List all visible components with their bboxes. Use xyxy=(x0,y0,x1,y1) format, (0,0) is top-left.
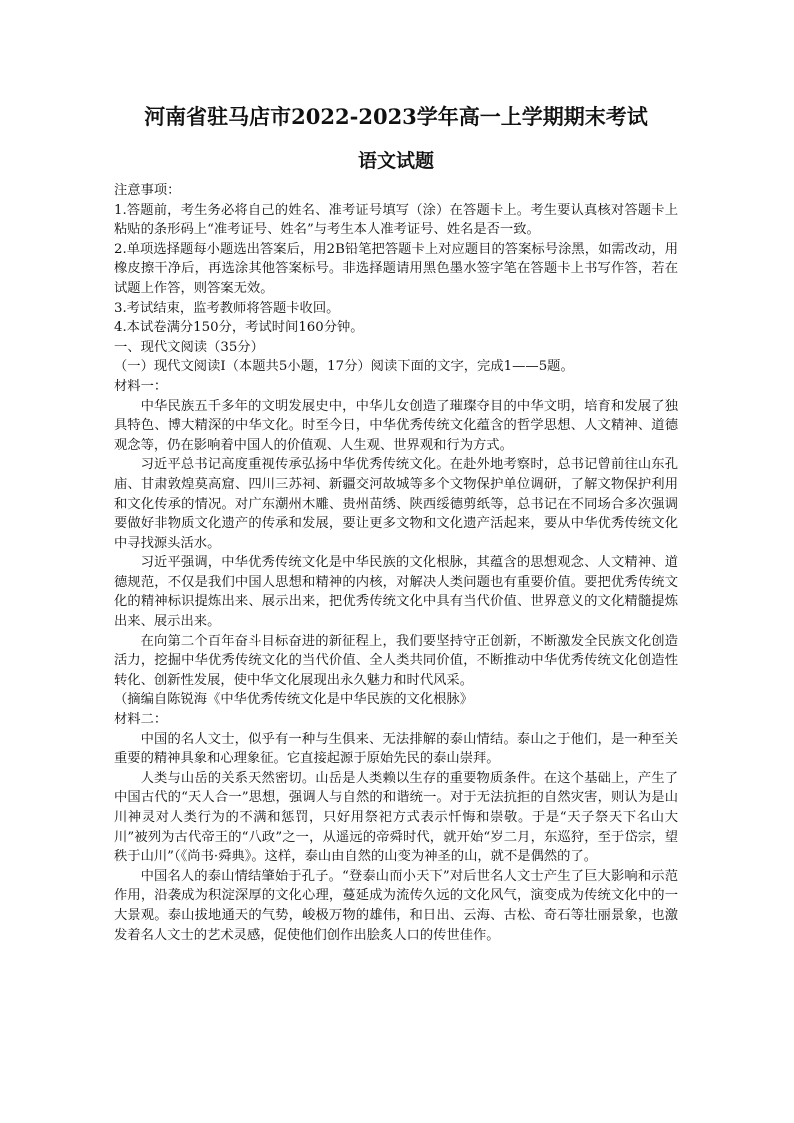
note-item-2: 2.单项选择题每小题选出答案后，用2B铅笔把答题卡上对应题目的答案标号涂黑，如需改动，用橡皮擦干净后，再选涂其他答案标号。非选择题请用黑色墨水签字笔在答题卡上书写作答，若在试题上作答，则答案无效。 xyxy=(114,241,678,296)
notes-heading: 注意事项： xyxy=(114,183,181,198)
material1-paragraph: 在向第二个百年奋斗目标奋进的新征程上，我们要坚持守正创新，不断激发全民族文化创造活力，挖掘中华优秀传统文化的当代价值、全人类共同价值，不断推动中华优秀传统文化创造性转化、创新性发展，使中华文化展现出永久魅力和时代风采。 xyxy=(114,633,678,688)
note-item-3: 3.考试结束，监考教师将答题卡收回。 xyxy=(114,300,340,316)
material1-label: 材料一： xyxy=(114,378,168,394)
material2-paragraph: 中国的名人文士，似乎有一种与生俱来、无法排解的泰山情结。泰山之于他们，是一种至关重要的精神具象和心理象征。它直接起源于原始先民的泰山崇拜。 xyxy=(114,731,678,767)
material2-label: 材料二： xyxy=(114,712,168,728)
material1-paragraph: 中华民族五千多年的文明发展史中，中华儿女创造了璀璨夺目的中华文明，培育和发展了独具特色、博大精深的中华文化。时至今日，中华优秀传统文化蕴含的哲学思想、人文精神、道德观念等，仍在影响着中国人的价值观、人生观、世界观和行为方式。 xyxy=(114,398,678,453)
material2-paragraph: 人类与山岳的关系天然密切。山岳是人类赖以生存的重要物质条件。在这个基础上，产生了中国古代的“天人合一”思想，强调人与自然的和谐统一。对于无法抗拒的自然灾害，则认为是山川神灵对人类行为的不满和惩罚，只好用祭祀方式表示忏悔和崇敬。于是“天子祭天下名山大川”被列为古代帝王的“八政”之一，从遥远的帝舜时代，就开始“岁二月，东巡狩，至于岱宗，望秩于山川”（《尚书·舜典》。这样，泰山由自然的山变为神圣的山，就不是偶然的了。 xyxy=(114,770,678,865)
exam-title: 河南省驻马店市2022-2023学年高一上学期期末考试 xyxy=(144,104,648,129)
section-heading: 一、现代文阅读（35分） xyxy=(114,339,264,355)
material1-source: （摘编自陈锐海《中华优秀传统文化是中华民族的文化根脉》 xyxy=(114,692,474,708)
material1-paragraph: 习近平总书记高度重视传承弘扬中华优秀传统文化。在赴外地考察时，总书记曾前往山东孔庙、甘肃敦煌莫高窟、四川三苏祠、新疆交河故城等多个文物保护单位调研，了解文物保护利用和文化传承的情况。对广东潮州木雕、贵州苗绣、陕西绥德剪纸等，总书记在不同场合多次强调要做好非物质文化遗产的传承和发展，要让更多文物和文化遗产活起来，要从中华优秀传统文化中寻找源头活水。 xyxy=(114,457,678,551)
note-item-4: 4.本试卷满分150分，考试时间160分钟。 xyxy=(114,320,364,336)
exam-body xyxy=(114,181,678,945)
exam-subtitle: 语文试题 xyxy=(357,150,434,172)
note-item-1: 1.答题前，考生务必将自己的姓名、准考证号填写（涂）在答题卡上。考生要认真核对答题卡上粘贴的条形码上“准考证号、姓名”与考生本人准考证号、姓名是否一致。 xyxy=(114,202,678,238)
material2-paragraph: 中国名人的泰山情结肇始于孔子。“登泰山而小天下”对后世名人文士产生了巨大影响和示范作用，沿袭成为积淀深厚的文化心理，蔓延成为流传久远的文化风气，演变成为传统文化中的一大景观。泰山拔地通天的气势，峻极万物的雄伟，和日出、云海、古松、奇石等壮丽景象，也激发着名人文士的艺术灵感，促使他们创作出脍炙人口的传世佳作。 xyxy=(114,868,678,943)
subsection-heading: （一）现代文阅读Ⅰ（本题共5小题，17分）阅读下面的文字，完成1——5题。 xyxy=(114,359,574,375)
material1-paragraph: 习近平强调，中华优秀传统文化是中华民族的文化根脉，其蕴含的思想观念、人文精神、道德规范，不仅是我们中国人思想和精神的内核，对解决人类问题也有重要价值。要把优秀传统文化的精神标识提炼出来、展示出来，把优秀传统文化中具有当代价值、世界意义的文化精髓提炼出来、展示出来。 xyxy=(114,555,678,630)
